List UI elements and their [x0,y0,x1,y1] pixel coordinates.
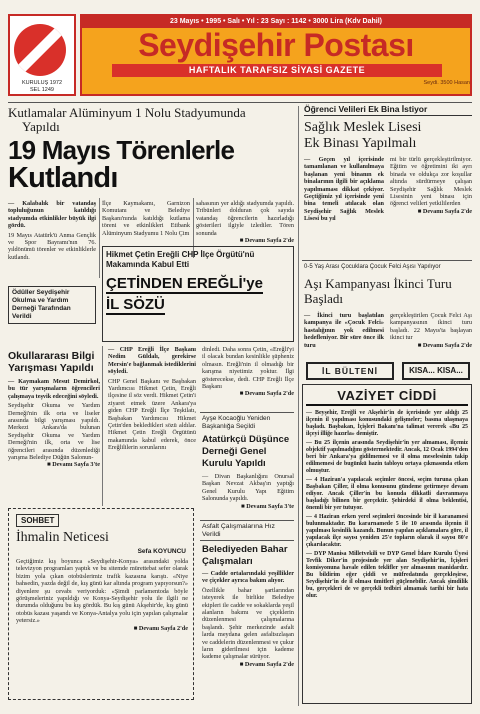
schools-headline: Okullararası Bilgi Yarışması Yapıldı [8,350,95,374]
divider [8,102,472,103]
sohbet-continue-link[interactable]: ■ Devamı Sayfa 2'de [133,624,188,632]
lead-column-2: İlçe Kaymakamı, Garnizon Komutanı ve Belediye Başkanı'nında katıldığı kutlama töreni ve etkinlikleri Etibank Alüminyum Stadyumu 1 Nolu Çim [102,200,190,237]
students-kicker: Öğrenci Velileri Ek Bina İstiyor [304,104,472,116]
asphalt-notice: Asfalt Çalışmalarına Hız Verildi [202,523,275,538]
vaccine-kicker: 0-5 Yaş Arası Çocuklara Çocuk Felci Aşısı Yapılıyor [304,264,441,270]
lead-headline: 19 Mayıs Törenlerle Kutlandı [8,135,235,194]
municipality-continue-link[interactable]: ■ Devamı Sayfa 2'de [239,660,294,668]
municipality-headline: Belediyeden Bahar Çalışmaları [202,544,288,567]
sohbet-body: Geçtiğimiz kış boyunca «Seydişehir-Konya» arasındaki yolda televizyon programları yaptık ve bu sitemde mürettebat sefer olarak bizim yola çıkan otobüslerimiz trafik kazasına karıştı. «Niye bahsedin, yazda değil de, kış günü kar altında program yapıyorsun?» diyenlere şu cevabı veriyorduk: «Şimdi parlamentoda böyle görüşmeleriniz yapıldığı ve Konya-Seydişehir yolu ile ilgili ne durumda olduğunu bu kış gördük. Bu kış günü Akşehir'de, kış günü otobüs kazası yaşandı ve Konya-Antalya yolu için yapılan çalışmalar yetersiz.» ■ Devamı Sayfa 2'de [16,558,188,632]
vaccine-column-2: gerçekleştirilen Çocuk Felci Aşı kampanyasının ikinci turu başladı. 22 Mayıs'ta başlayan ikinci tur ■ Devamı Sayfa 2'de [390,312,472,349]
sohbet-author: Sefa KOYUNCU [137,548,186,555]
students-headline: Sağlık Meslek Lisesi Ek Binası Yapılmalı [304,120,422,151]
students-continue-link[interactable]: ■ Devamı Sayfa 2'de [417,207,472,215]
logo-caption [10,80,74,93]
schools-continue-link[interactable]: ■ Devamı Sayfa 3'te [46,461,100,469]
vaccine-column-1: — İkinci turu başlatılan kampanya ile «Çocuk Felci» hastalığının yok edilmesi hedefleniyor. Bir süre önce ilk turu [304,312,384,349]
schools-body: — Kaymakam Mesut Demirkol, bu tür yarışmaların öğrencileri çalışmaya teşvik edeceğini söyledi. Seydişehir Okuma ve Yardım Derneği'nin ilk orta ve liseler arasında bilgi yarışması yapıldı. Merkezi Ankara'da bulunan Seydişehir Okuma ve Yardım Derneği'nin ilk, orta ve lise öğrencileri arasında düzenlediği yarışma Belediye Düğün Salonun- ■ Devamı Sayfa 3'te [8,378,100,469]
vaziyet-body: — Beyşehir, Ereğli ve Akşehir'in de içerisinde yer aldığı 25 ilçenin il yapılması konusundaki gelişmeler; basına ulaşmaya başladı. Başbakan, İçişleri Bakanı'na talimat vererek «Bu 25 ilçeyi illiğe hazırla» demiştir. — Bu 25 ilçenin arasında Seydişehir'in yer almaması, ilçemiz objektif yapılmadığını göstermektedir. Ancak, 12 Ocak 1994'den beri bir Ankara'ya gidilmemesi ve il olma meselesinin takip edilmemesi de bugünkü hazin tabloyu ortaya çıkmasında etken olmuştur. — 4 Haziran'a yapılacak seçimler öncesi, seçim turuna çıkan Başbakan Çiller, il olma konusunu gündeme getirmeye devam ediyor. Ancak Çiller'in bu konuda dikkatli davranmaya başladığı bilinen bir gerçektir. Şehirdeki il olma beklentisi, önemli bir yer tutuyor. — 4 Haziran erken yerel seçimleri öncesinde bir il karanamesi bulunmaktadır. Bu kararnamede 5 ile 10 arasında ilçenin il yapılması kesinlik kazandı. Bunun yapılan açıklamalara göre, il yapılacak ilçe sayısı yeniden 25'e topların olarak il sayısı 80'e çıkarılacaktır. — DYP Manisa Milletvekili ve DYP Genel İdare Kurulu Üyesi Tevfik Diker'in projesinde yer alan Seydişehir'in, İçişleri komisyonuna havale edilen teklifler yer almasının manidardır. Bu bildirim eğer çiddi ve müfredatında gerçekleşirse, Seydişehir'in de il olması ümitleri güçlenebilir. Ancak şimdilik bu, gerçekleri de ve gerçekli tedbiri almamak tarihi bir hata olur. [306,410,468,599]
chp-kicker: Hikmet Çetin Ereğli CHP İlçe Örgütü'nü Makamında Kabul Etti [106,250,255,269]
ataturk-body: — Divan Başkanlığını Onursal Başkan Nevzat Akbaş'ın yaptığı Genel Kurulu Yapı Eğitim Salonunda yapıldı. ■ Devamı Sayfa 3'te [202,473,294,510]
lead-column-1: — Kalabalık bir vatandaş topluluğunun katıldığı stadyumda etkinlikler büyük ilgi gördü. 19 Mayıs Atatürk'ü Anma Gençlik ve Spor Bayramı'nın 76. yıldönümü törenler ve etkinliklerle kutlandı. [8,200,96,261]
registry-number: SEL 1249 [30,86,54,93]
newspaper-title: Seydişehir Postası [138,27,414,63]
vaccine-continue-link[interactable]: ■ Devamı Sayfa 2'de [417,341,472,349]
lead-continue-link[interactable]: ■ Devamı Sayfa 2'de [239,237,294,245]
students-column-2: mi bir türlü gerçekleştirilmiyor. Eğitim ve öğretimini iki ayrı binada ve oldukça zor koşullar altında sürdürmeye çalışan Seydişehir Sağlık Meslek Lisesinin yeni binası için öğrenci velileri yetkililerden ■ Devamı Sayfa 2'de [390,156,472,215]
short-news-tag: KISA... KISA... [402,362,470,380]
lead-kicker: Kutlamalar Alüminyum 1 Nolu Stadyumunda Yapıldı [8,105,246,134]
vaziyet-headline: VAZİYET CİDDİ [306,388,468,406]
students-column-1: — Geçen yıl içerisinde tamamlanan ve kullanılmaya başlanan yeni binanın ek binalarının ilgili bir açıklama yapılmaması dikkat çekiyor. Geçtiğimiz yıl içerisinde yeni bina temeli atılacak olan Seydişehir Sağlık Meslek Lisesi bu yıl [304,156,384,223]
municipality-body: — Cadde ortalarındaki yeşillikler ve çiçekler ayrıca bakım alıyor. Özellikle bahar şartlarından isteyerek ile birlikte Belediye ekipleri ile cadde ve sokaklarda yeşil alanların bakımı ve çiçeklerin düzenlenmesi çalışmalarına başlandı. Şehir merkezinde asfalt larda meydana gelen asfaltsızlaşan ve caddelerin düzenlenmesi ve çukur ların giderilmesi için kademe kademe çalışmalar sürüyor. ■ Devamı Sayfa 2'de [202,570,294,668]
chp-continue-link[interactable]: ■ Devamı Sayfa 2'de [239,390,294,398]
sohbet-tag: SOHBET [16,514,59,527]
newspaper-logo-icon [14,24,66,76]
lead-column-3: sahasının yer aldığı stadyumda yapıldı. Tribünleri dolduran çok sayıda vatandaş öğrencilerin hazırladığı gösterileri ilgiyle izlediler. Tören sonunda ■ Devamı Sayfa 2'de [196,200,294,245]
award-notice: Ödüller Seydişehir Okulma ve Yardım Derneği Tarafından Verildi [8,286,96,324]
founding-year: KURULUŞ 1972 [21,80,63,86]
ataturk-continue-link[interactable]: ■ Devamı Sayfa 3'te [240,502,294,510]
price-note: Seydi. 3500 Hasan [423,80,470,86]
chp-column-1: — CHP Ereğli İlçe Başkanı Nedim Güldalı, gerekirse Mersin'e bağlanmak istediklerini söyledi. CHP Genel Başkanı ve Başbakan Yardımcısı Hikmet Çetin, Ereğli ilçesine il söz verdi. Hikmet Çetin'i ziyaret etmek üzere Ankara'ya giden CHP Ereğli İlçe Teşkilatı, Başbakan Yardımcısı Hikmet Çetin'den bekledikleri sözü aldılar. Hikmet Çetin Ereğli Örgütünü makamında kabul ederek, önce Ereğlililerin sorunlarını [108,346,196,452]
chp-column-2: dinledi. Daha sonra Çetin, «Ereğli'yi il olacak bundan kesinlikle şüpheniz olmasın. Ereğli'nin il olmadığı bir karışma niyetimiz yoktur. İlgi gösterecekse, dedi. CHP Ereğli İlçe Başkanı ■ Devamı Sayfa 2'de [202,346,294,398]
newspaper-subtitle: HAFTALIK TARAFSIZ SİYASİ GAZETE [112,64,442,77]
vaccine-headline: Aşı Kampanyası İkinci Turu Başladı [304,276,452,306]
sohbet-title: İhmalin Neticesi [16,530,109,545]
issue-info: 23 Mayıs • 1995 • Salı • Yıl : 23 Sayı : 1142 • 3000 Lira (Kdv Dahil) [82,16,470,28]
ataturk-headline: Atatürkçü Düşünce Derneği Genel Kurulu Yapıldı [202,434,290,469]
chp-headline: ÇETİNDEN EREĞLİ'ye İL SÖZÜ [106,275,263,313]
il-bulteni-tag: İL BÜLTENİ [306,362,394,380]
ataturk-kicker: Ayşe Kocaoğlu Yeniden Başkanlığa Seçildi [202,415,271,430]
